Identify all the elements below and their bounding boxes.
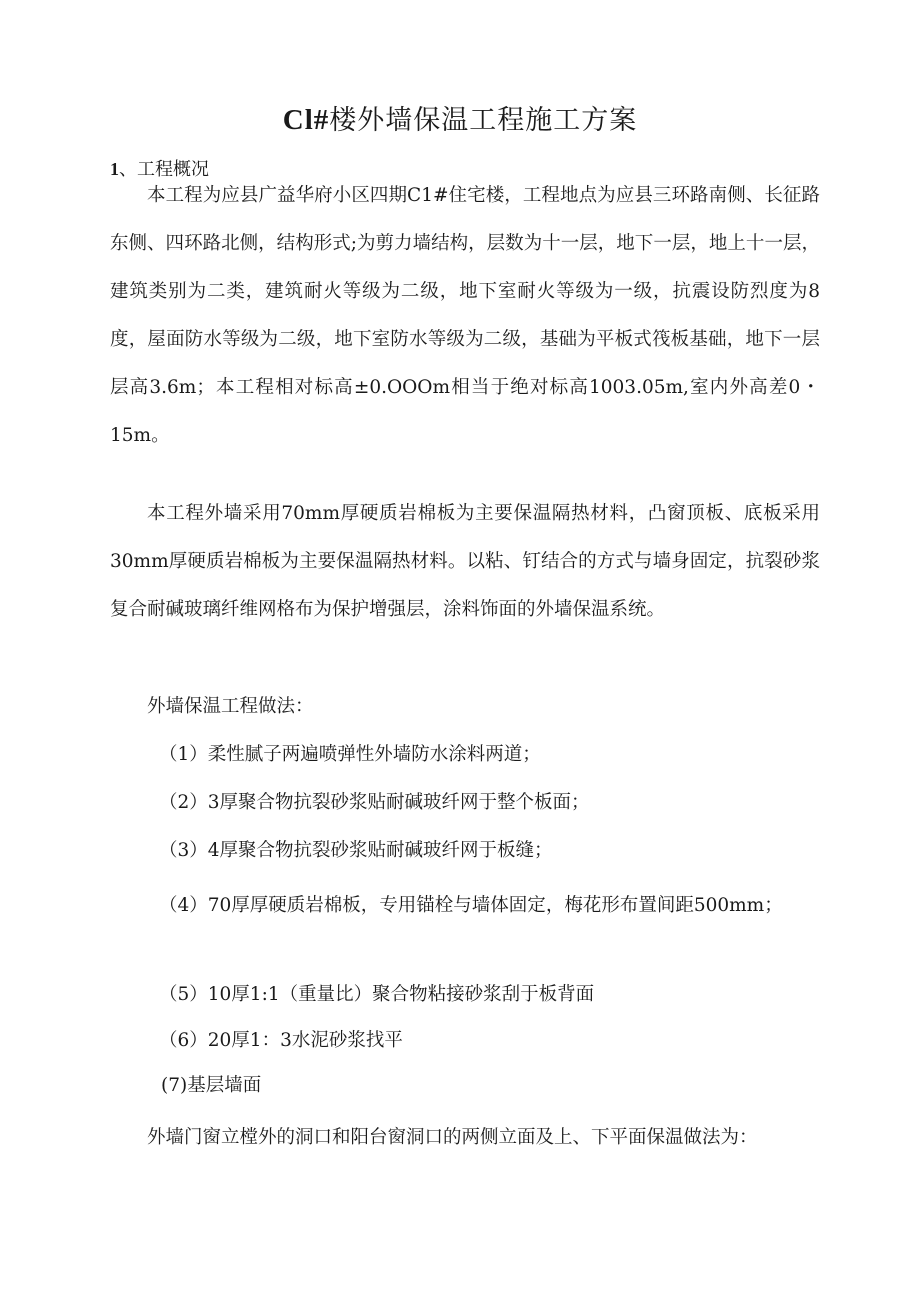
section-number: 1 bbox=[110, 159, 119, 179]
method-item-3: （3）4厚聚合物抗裂砂浆贴耐碱玻纤网于板缝； bbox=[159, 840, 553, 861]
title-building-code: Cl# bbox=[282, 104, 330, 136]
method-item-6: （6）20厚1：3水泥砂浆找平 bbox=[159, 1030, 403, 1051]
paragraph-insulation-materials: 本工程外墙采用70mm厚硬质岩棉板为主要保温隔热材料，凸窗顶板、底板采用30mm厚硬质岩棉板为主要保温隔热材料。以粘、钉结合的方式与墙身固定，抗裂砂浆复合耐碱玻璃纤维网格布为保护增强层，涂料饰面的外墙保温系统。 bbox=[110, 503, 820, 620]
section-title: 、工程概况 bbox=[119, 159, 209, 180]
paragraph-project-overview: 本工程为应县广益华府小区四期C1#住宅楼，工程地点为应县三环路南侧、长征路东侧、四环路北侧，结构形式;为剪力墙结构，层数为十一层，地下一层，地上十一层，建筑类别为二类，建筑耐火等级为二级，地下室耐火等级为一级，抗震设防烈度为8度，屋面防水等级为二级，地下室防水等级为二级，基础为平板式筏板基础，地下一层层高3.6m；本工程相对标高±0.OOOm相当于绝对标高1003.05m,室内外高差0・15m。 bbox=[110, 185, 820, 446]
method-item-2: （2）3厚聚合物抗裂砂浆贴耐碱玻纤网于整个板面； bbox=[159, 792, 590, 813]
title-text: 楼外墙保温工程施工方案 bbox=[329, 105, 638, 136]
method-item-4: （4）70厚厚硬质岩棉板，专用锚栓与墙体固定，梅花形布置间距500mm； bbox=[159, 895, 783, 916]
method-item-7: (7)基层墙面 bbox=[161, 1075, 262, 1096]
method-heading: 外墙保温工程做法： bbox=[147, 696, 314, 717]
document-title bbox=[0, 100, 920, 141]
method-item-1: （1）柔性腻子两遍喷弹性外墙防水涂料两道； bbox=[159, 744, 541, 765]
paragraph-opening-insulation-intro: 外墙门窗立樘外的洞口和阳台窗洞口的两侧立面及上、下平面保温做法为： bbox=[147, 1127, 758, 1148]
method-item-5: （5）10厚1:1（重量比）聚合物粘接砂浆刮于板背面 bbox=[159, 984, 595, 1005]
